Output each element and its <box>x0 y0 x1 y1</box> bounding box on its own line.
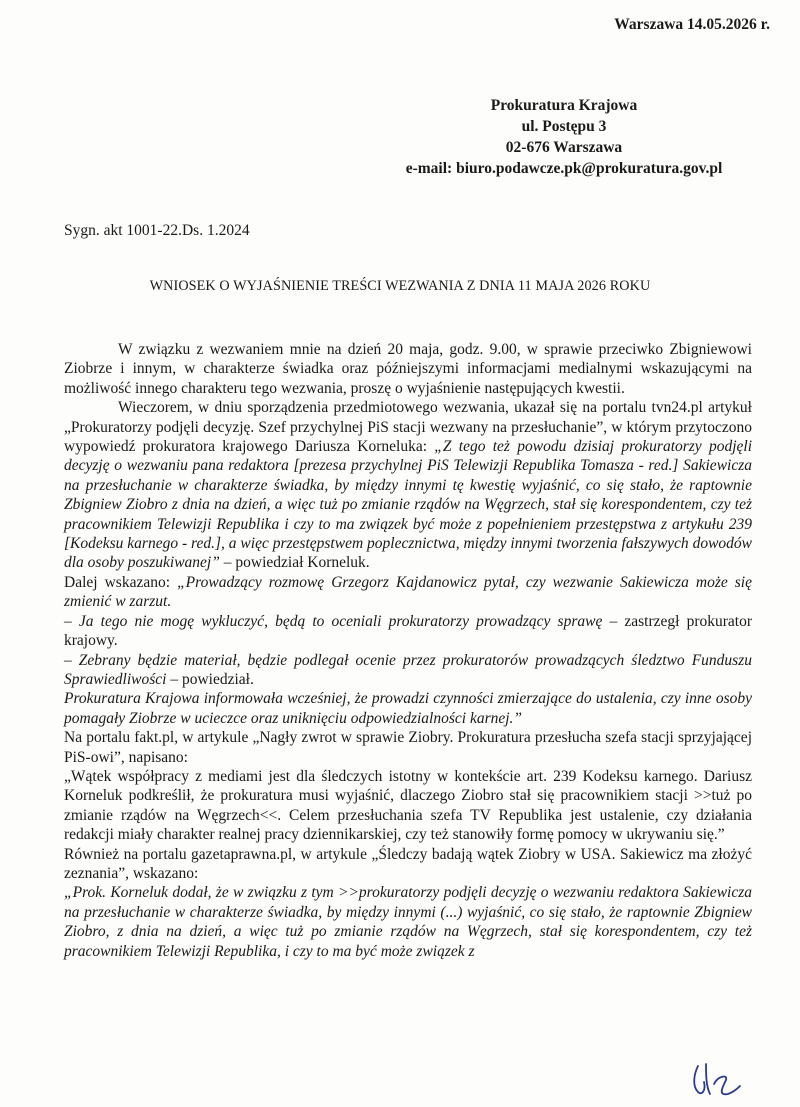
paragraph-3 <box>64 573 752 612</box>
addressee-city: 02-676 Warszawa <box>505 139 623 156</box>
case-number: Sygn. akt 1001-22.Ds. 1.2024 <box>64 222 250 239</box>
addressee-name: Prokuratura Krajowa <box>490 97 638 114</box>
document-body <box>64 340 752 961</box>
paragraph-10 <box>64 883 752 961</box>
document-date: Warszawa 14.05.2026 r. <box>614 16 770 33</box>
paragraph-5-quote: – Zebrany będzie materiał, będzie podlegał ocenie przez prokuratorów prowadzących śledztwo Funduszu Sprawiedliwości <box>64 651 752 688</box>
paragraph-3-quote: „Prowadzący rozmowę Grzegorz Kajdanowicz pytał, czy wezwanie Sakiewicza może się zmienić w zarzut. <box>64 573 752 611</box>
signature-initials <box>684 1060 744 1100</box>
paragraph-9: Również na portalu gazetaprawna.pl, w artykule „Śledczy badają wątek Ziobry w USA. Sakiewicz ma złożyć zeznania”, wskazano: <box>64 845 752 882</box>
paragraph-2-outro: – powiedział Korneluk. <box>219 554 370 572</box>
addressee-street: ul. Postępu 3 <box>521 118 607 135</box>
paragraph-1: W związku z wezwaniem mnie na dzień 20 maja, godz. 9.00, w sprawie przeciwko Zbigniewowi Ziobrze i innym, w charakterze świadka oraz późniejszymi informacjami medialnymi wskazującymi na możliwość innego charakteru tego wezwania, proszę o wyjaśnienie następujących kwestii. <box>64 341 752 397</box>
paragraph-8: „Wątek współpracy z mediami jest dla śledczych istotny w kontekście art. 239 Kodeksu karnego. Dariusz Korneluk podkreślił, że prokuratura musi wyjaśnić, dlaczego Ziobro stał się pracownikiem stacji >>tuż po zmianie rządów na Węgrzech<<. Celem przesłuchania szefa TV Republika jest ustalenie, czy działania redakcji miały charakter realnej pracy dziennikarskiej, czy też stanowiły formę pomocy w ukrywaniu się.” <box>64 767 752 844</box>
paragraph-4 <box>64 612 752 651</box>
paragraph-5 <box>64 651 752 690</box>
paragraph-2-quote: „Z tego też powodu dzisiaj prokuratorzy podjęli decyzję o wezwaniu pana redaktora [prezesa przychylnej PiS Telewizji Republika Tomasza - red.] Sakiewicza na przesłuchanie w charakterze świadka, by między innymi tę kwestię wyjaśnić, co się stało, że raptownie Zbigniew Ziobro z dnia na dzień, a więc tuż po zmianie rządów na Węgrzech, stał się korespondentem, czy też pracownikiem Telewizji Republika i czy to ma związek być może z popełnieniem przestępstwa z artykułu 239 [Kodeksu karnego - red.], a więc przestępstwem poplecznictwa, między innymi tworzenia fałszywych dowodów dla osoby poszukiwanej” <box>64 438 752 572</box>
paragraph-3-intro: Dalej wskazano: <box>64 573 178 591</box>
paragraph-2-intro: Wieczorem, w dniu sporządzenia przedmiotowego wezwania, ukazał się na portalu tvn24.pl artykuł „Prokuratorzy podjęli decyzję. Szef przychylnej PiS stacji wezwany na przesłuchanie”, w którym przytoczono wypowiedź prokuratora krajowego Dariusza Korneluka: <box>64 399 752 456</box>
paragraph-6 <box>64 689 752 728</box>
paragraph-4-outro: – zastrzegł prokurator krajowy. <box>64 612 752 650</box>
paragraph-2 <box>64 398 752 573</box>
paragraph-5-outro: – powiedział. <box>166 670 254 688</box>
paragraph-6-quote: Prokuratura Krajowa informowała wcześniej, że prowadzi czynności zmierzające do ustalenia, czy inne osoby pomagały Ziobrze w ucieczce oraz uniknięciu odpowiedzialności karnej.” <box>64 690 752 727</box>
document-title: WNIOSEK O WYJAŚNIENIE TREŚCI WEZWANIA Z DNIA 11 MAJA 2026 ROKU <box>149 278 651 294</box>
paragraph-7: Na portalu fakt.pl, w artykule „Nagły zwrot w sprawie Ziobry. Prokuratura przesłucha szefa stacji sprzyjającej PiS-owi”, napisano: <box>64 729 752 766</box>
paragraph-4-quote: – Ja tego nie mogę wykluczyć, będą to oceniali prokuratorzy prowadzący sprawę <box>64 612 603 630</box>
addressee-email: e-mail: biuro.podawcze.pk@prokuratura.gov.pl <box>405 160 723 177</box>
paragraph-10-quote: „Prok. Korneluk dodał, że w związku z tym >>prokuratorzy podjęli decyzję o wezwaniu redaktora Sakiewicza na przesłuchanie w charakterze świadka, by między innymi (...) wyjaśnić, co się stało, że raptownie Zbigniew Ziobro, z dnia na dzień, a więc tuż po zmianie rządów na Węgrzech, stał się korespondentem, czy też pracownikiem Telewizji Republika, i czy to ma być może związek z <box>64 884 752 960</box>
addressee-block <box>388 95 740 179</box>
